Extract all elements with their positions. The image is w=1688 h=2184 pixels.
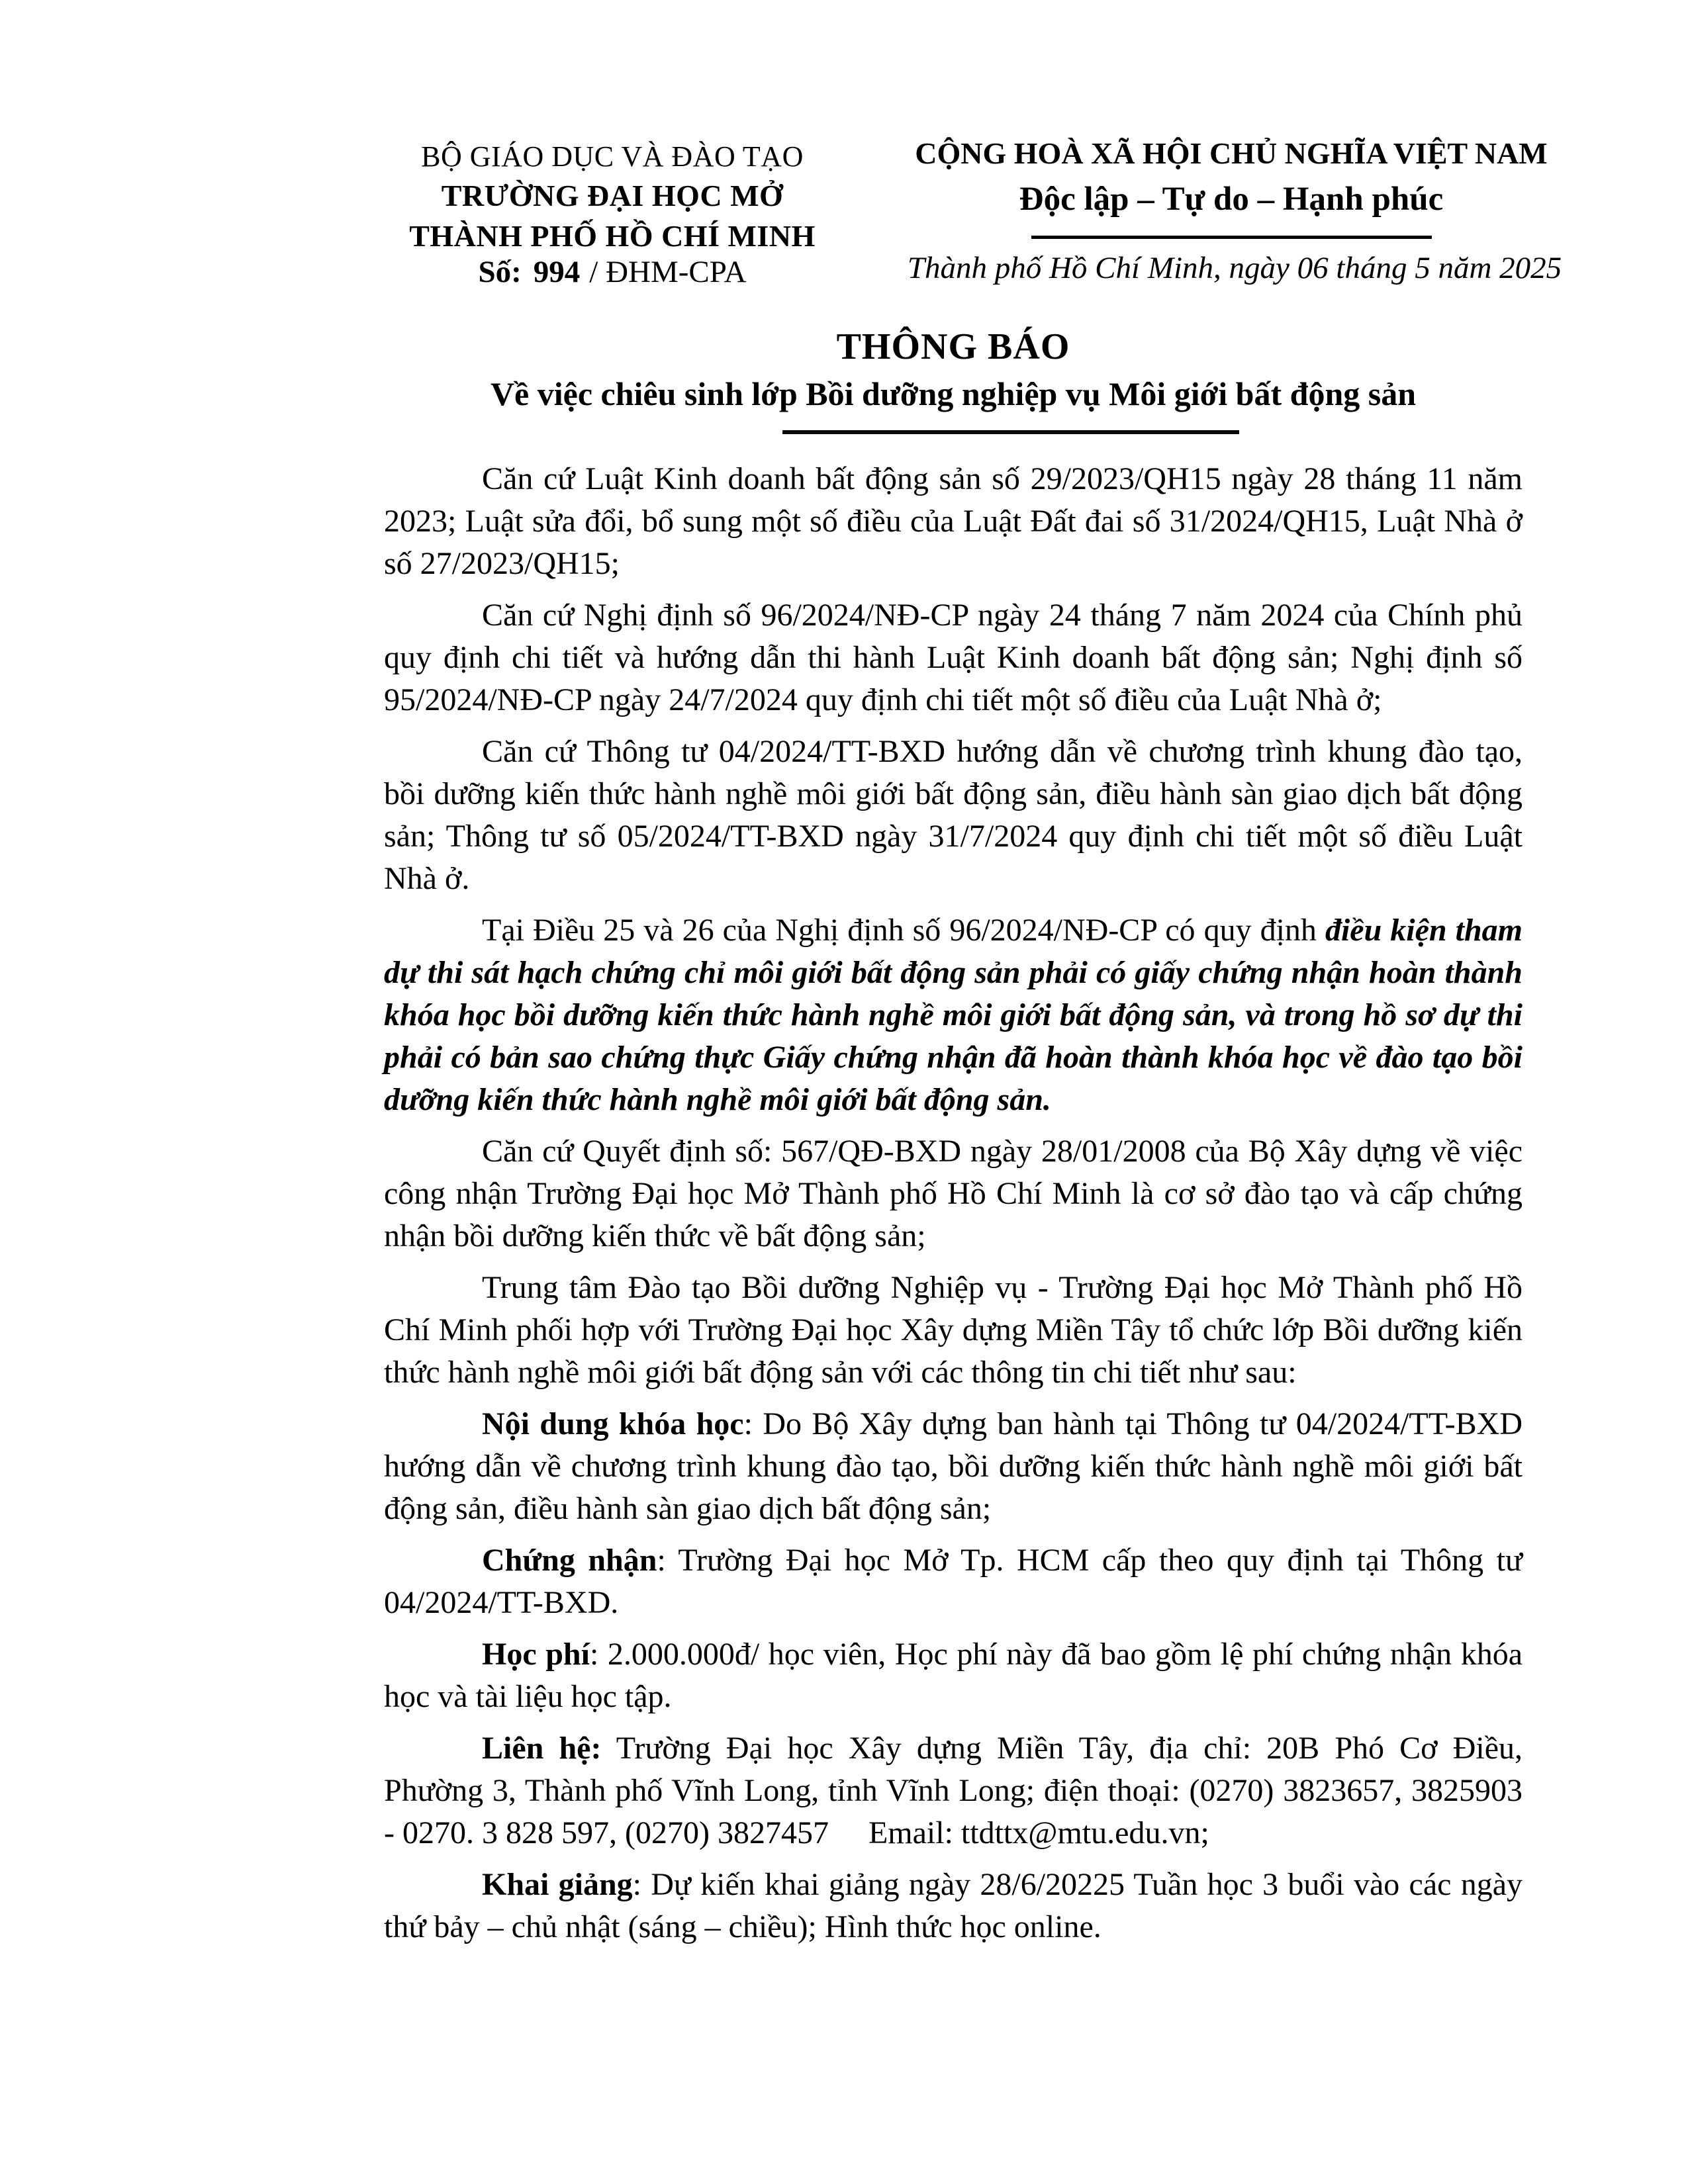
opening-text: : Dự kiến khai giảng ngày 28/6/20225 Tuần học 3 buổi vào các ngày thứ bảy – chủ nhật (sáng – chiều); Hình thức học online. [384,1867,1523,1944]
document-subtitle: Về việc chiêu sinh lớp Bồi dưỡng nghiệp vụ Môi giới bất động sản [490,375,1417,412]
document-body [384,458,1523,1958]
national-title: CỘNG HOÀ XÃ HỘI CHỦ NGHĨA VIỆT NAM [915,136,1548,170]
course-content-label: Nội dung khóa học [482,1406,744,1441]
exam-condition-lead: Tại Điều 25 và 26 của Nghị định số 96/2024/NĐ-CP có quy định [482,913,1325,948]
paragraph-legal-basis-1: Căn cứ Luật Kinh doanh bất động sản số 29/2023/QH15 ngày 28 tháng 11 năm 2023; Luật sửa đổi, bổ sung một số điều của Luật Đất đai số 31/2024/QH15, Luật Nhà ở số 27/2023/QH15; [384,461,1523,581]
number-value: 994 [533,255,581,289]
number-label: Số: [478,255,522,289]
title-separator-rule [782,430,1239,434]
contact-text: Trường Đại học Xây dựng Miền Tây, địa chỉ: 20B Phó Cơ Điều, Phường 3, Thành phố Vĩnh Long, tỉnh Vĩnh Long; điện thoại: (0270) 3823657, 3825903 - 0270. 3 828 597, (0270) 3827457 Email: ttdttx@mtu.edu.vn; [384,1731,1523,1850]
national-motto: Độc lập – Tự do – Hạnh phúc [1019,180,1444,218]
paragraph-exam-condition [384,909,1523,1121]
university-name-line-1: TRƯỜNG ĐẠI HỌC MỞ [441,179,784,213]
certificate-label: Chứng nhận [482,1543,657,1578]
document-number-line [324,254,900,290]
paragraph-legal-basis-4: Căn cứ Quyết định số: 567/QĐ-BXD ngày 28/01/2008 của Bộ Xây dựng về việc công nhận Trường Đại học Mở Thành phố Hồ Chí Minh là cơ sở đào tạo và cấp chứng nhận bồi dưỡng kiến thức về bất động sản; [384,1134,1523,1253]
paragraph-legal-basis-3: Căn cứ Thông tư 04/2024/TT-BXD hướng dẫn về chương trình khung đào tạo, bồi dưỡng kiến thức hành nghề môi giới bất động sản, điều hành sàn giao dịch bất động sản; Thông tư số 05/2024/TT-BXD ngày 31/7/2024 quy định chi tiết một số điều Luật Nhà ở. [384,734,1523,896]
university-name-line-2: THÀNH PHỐ HỒ CHÍ MINH [409,218,816,253]
paragraph-legal-basis-2: Căn cứ Nghị định số 96/2024/NĐ-CP ngày 24 tháng 7 năm 2024 của Chính phủ quy định chi tiết và hướng dẫn thi hành Luật Kinh doanh bất động sản; Nghị định số 95/2024/NĐ-CP ngày 24/7/2024 quy định chi tiết một số điều của Luật Nhà ở; [384,598,1523,717]
tuition-text: : 2.000.000đ/ học viên, Học phí này đã bao gồm lệ phí chứng nhận khóa học và tài liệu học tập. [384,1637,1523,1714]
paragraph-course-intro: Trung tâm Đào tạo Bồi dưỡng Nghiệp vụ - Trường Đại học Mở Thành phố Hồ Chí Minh phối hợp với Trường Đại học Xây dựng Miền Tây tổ chức lớp Bồi dưỡng kiến thức hành nghề môi giới bất động sản với các thông tin chi tiết như sau: [384,1270,1523,1390]
national-header-block [880,134,1582,239]
parent-ministry-name: BỘ GIÁO DỤC VÀ ĐÀO TẠO [421,140,804,173]
paragraph-contact [384,1727,1523,1854]
number-suffix: / ĐHM-CPA [589,255,747,289]
paragraph-course-content [384,1403,1523,1530]
contact-label: Liên hệ: [482,1731,602,1766]
motto-underline-rule [1031,236,1432,239]
certificate-text: : Trường Đại học Mở Tp. HCM cấp theo quy định tại Thông tư 04/2024/TT-BXD. [384,1543,1523,1620]
opening-label: Khai giảng [482,1867,633,1902]
issue-date-line: Thành phố Hồ Chí Minh, ngày 06 tháng 5 năm 2025 [907,251,1562,285]
tuition-label: Học phí [482,1637,590,1672]
issuing-org-block [324,138,900,257]
paragraph-tuition [384,1633,1523,1718]
exam-condition-emphasis: điều kiện tham dự thi sát hạch chứng chỉ môi giới bất động sản phải có giấy chứng nhận hoàn thành khóa học bồi dưỡng kiến thức hành nghề môi giới bất động sản, và trong hồ sơ dự thi phải có bản sao chứng thực Giấy chứng nhận đã hoàn thành khóa học về đào tạo bồi dưỡng kiến thức hành nghề môi giới bất động sản. [384,913,1523,1117]
document-title: THÔNG BÁO [836,326,1070,367]
course-content-text: : Do Bộ Xây dựng ban hành tại Thông tư 04/2024/TT-BXD hướng dẫn về chương trình khung đào tạo, bồi dưỡng kiến thức hành nghề môi giới bất động sản, điều hành sàn giao dịch bất động sản; [384,1406,1523,1526]
paragraph-certificate [384,1539,1523,1624]
paragraph-opening [384,1864,1523,1948]
